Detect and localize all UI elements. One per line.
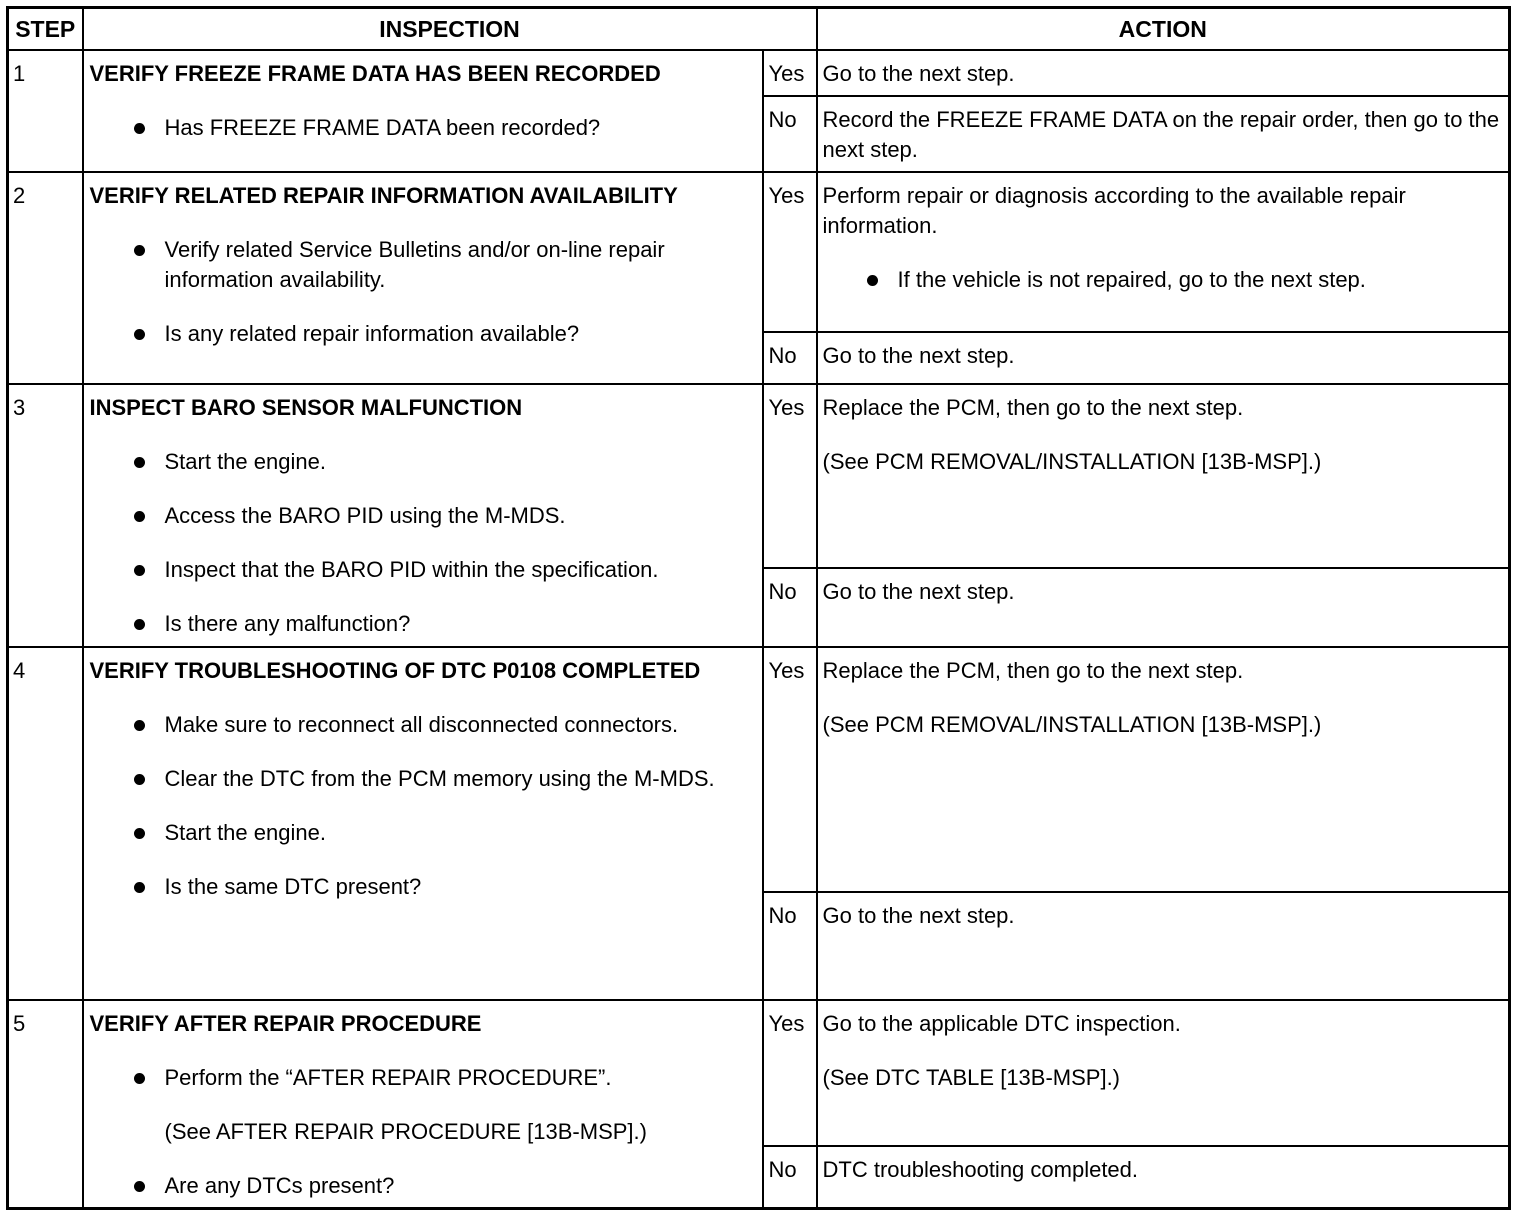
table-row <box>8 1000 1510 1146</box>
step-title: VERIFY FREEZE FRAME DATA HAS BEEN RECORDED <box>89 61 661 86</box>
no-action: Go to the next step. <box>817 568 1510 647</box>
table-row <box>8 384 1510 568</box>
table-row <box>8 172 1510 332</box>
step-title: VERIFY AFTER REPAIR PROCEDURE <box>89 1011 482 1036</box>
step-title: INSPECT BARO SENSOR MALFUNCTION <box>89 395 523 420</box>
reference-text: (See DTC TABLE [13B-MSP].) <box>822 1065 1121 1090</box>
inspection-item: Start the engine. <box>90 447 752 477</box>
no-label: No <box>763 1146 817 1209</box>
inspection-item: Is any related repair information available? <box>90 319 752 349</box>
yes-label: Yes <box>763 384 817 568</box>
bullet-icon <box>134 457 145 468</box>
bullet-icon <box>867 275 878 286</box>
bullet-icon <box>134 565 145 576</box>
yes-action: Go to the applicable DTC inspection. (See DTC TABLE [13B-MSP].) <box>817 1000 1510 1146</box>
inspection-item: Make sure to reconnect all disconnected connectors. <box>90 710 752 740</box>
no-action: Go to the next step. <box>817 332 1510 384</box>
no-label: No <box>763 332 817 384</box>
reference-text: (See PCM REMOVAL/INSTALLATION [13B-MSP].) <box>822 449 1322 474</box>
yes-label: Yes <box>763 1000 817 1146</box>
no-label: No <box>763 568 817 647</box>
step-number: 3 <box>8 384 83 647</box>
inspection-item: Verify related Service Bulletins and/or on-line repair information availability. <box>90 235 752 295</box>
yes-action: Go to the next step. <box>817 50 1510 96</box>
bullet-icon <box>134 329 145 340</box>
yes-label: Yes <box>763 50 817 96</box>
bullet-icon <box>134 1181 145 1192</box>
yes-label: Yes <box>763 172 817 332</box>
bullet-icon <box>134 720 145 731</box>
inspection-item: Has FREEZE FRAME DATA been recorded? <box>90 113 752 143</box>
inspection-item: Inspect that the BARO PID within the specification. <box>90 555 752 585</box>
header-action: ACTION <box>817 8 1510 51</box>
yes-action: Perform repair or diagnosis according to the available repair information. If the vehicle is not repaired, go to the next step. <box>817 172 1510 332</box>
bullet-icon <box>134 828 145 839</box>
step-number: 5 <box>8 1000 83 1209</box>
yes-action: Replace the PCM, then go to the next step. (See PCM REMOVAL/INSTALLATION [13B-MSP].) <box>817 384 1510 568</box>
inspection-item: Access the BARO PID using the M-MDS. <box>90 501 752 531</box>
step-number: 2 <box>8 172 83 384</box>
reference-text: (See AFTER REPAIR PROCEDURE [13B-MSP].) <box>164 1119 647 1144</box>
inspection-cell <box>83 384 763 647</box>
inspection-cell <box>83 1000 763 1209</box>
inspection-cell <box>83 647 763 1000</box>
inspection-item: Is there any malfunction? <box>90 609 752 639</box>
bullet-icon <box>134 245 145 256</box>
inspection-cell <box>83 50 763 172</box>
step-number: 4 <box>8 647 83 1000</box>
bullet-icon <box>134 1073 145 1084</box>
no-label: No <box>763 96 817 172</box>
inspection-item: Start the engine. <box>90 818 752 848</box>
table-row <box>8 647 1510 892</box>
inspection-item: Are any DTCs present? <box>90 1171 752 1201</box>
yes-action: Replace the PCM, then go to the next step. (See PCM REMOVAL/INSTALLATION [13B-MSP].) <box>817 647 1510 892</box>
inspection-cell <box>83 172 763 384</box>
no-action: Record the FREEZE FRAME DATA on the repair order, then go to the next step. <box>817 96 1510 172</box>
inspection-item: Perform the “AFTER REPAIR PROCEDURE”. <box>90 1063 752 1093</box>
table-header-row <box>8 8 1510 51</box>
action-item: If the vehicle is not repaired, go to the next step. <box>823 265 1501 295</box>
bullet-icon <box>134 123 145 134</box>
bullet-icon <box>134 511 145 522</box>
header-inspection: INSPECTION <box>83 8 817 51</box>
no-action: DTC troubleshooting completed. <box>817 1146 1510 1209</box>
diagnostic-table <box>6 6 1511 1210</box>
step-title: VERIFY TROUBLESHOOTING OF DTC P0108 COMPLETED <box>89 658 701 683</box>
bullet-icon <box>134 774 145 785</box>
yes-label: Yes <box>763 647 817 892</box>
bullet-icon <box>134 882 145 893</box>
inspection-item: Is the same DTC present? <box>90 872 752 902</box>
reference-text: (See PCM REMOVAL/INSTALLATION [13B-MSP].) <box>822 712 1322 737</box>
bullet-icon <box>134 619 145 630</box>
table-row <box>8 50 1510 96</box>
inspection-item: Clear the DTC from the PCM memory using the M-MDS. <box>90 764 752 794</box>
step-number: 1 <box>8 50 83 172</box>
header-step: STEP <box>8 8 83 51</box>
step-title: VERIFY RELATED REPAIR INFORMATION AVAILABILITY <box>89 183 678 208</box>
no-label: No <box>763 892 817 1000</box>
no-action: Go to the next step. <box>817 892 1510 1000</box>
